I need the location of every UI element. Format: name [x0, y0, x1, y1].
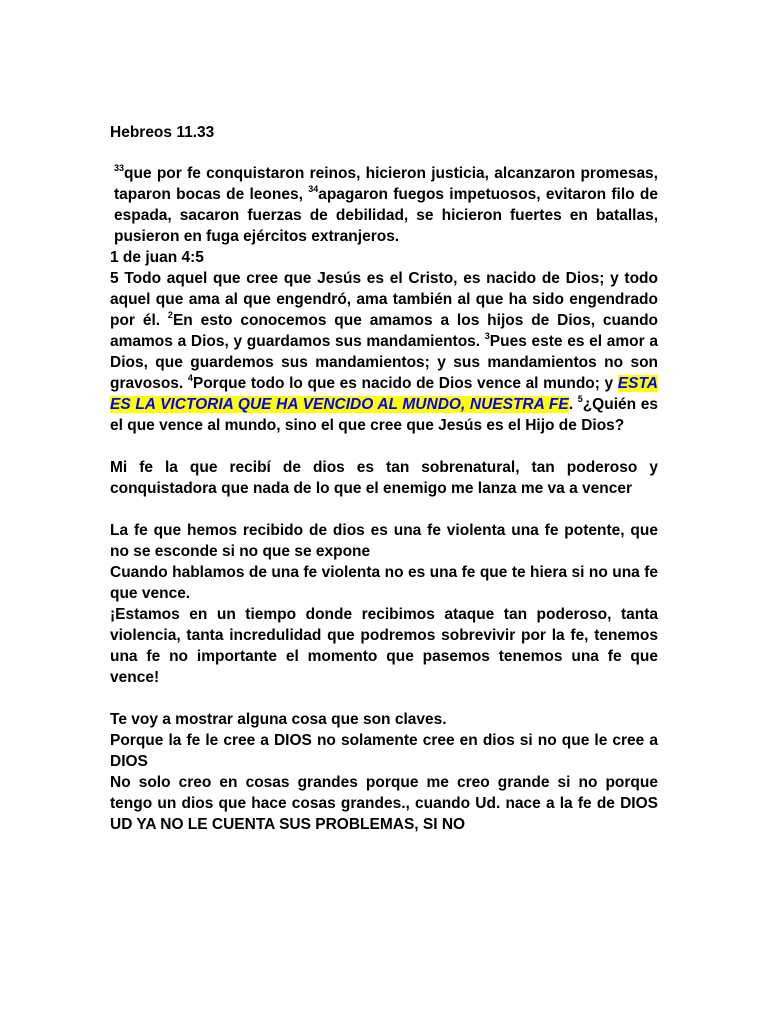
paragraph-gap — [110, 499, 658, 520]
paragraph-believe-god: Porque la fe le cree a DIOS no solamente cree en dios si no que le cree a DIOS — [110, 732, 658, 770]
juan-verse-number-3: 3 — [484, 330, 490, 341]
verse-number-34: 34 — [308, 183, 319, 194]
paragraph-faith-that-wins: Cuando hablamos de una fe violenta no es una fe que te hiera si no una fe que vence. — [110, 564, 658, 602]
paragraph-faith-supernatural: Mi fe la que recibí de dios es tan sobrenatural, tan poderoso y conquistadora que nada de lo que el enemigo me lanza me va a vencer — [110, 459, 658, 497]
juan-verse-number-4: 4 — [187, 372, 193, 383]
juan-verse-number-2: 2 — [167, 309, 173, 320]
paragraph-gap — [110, 688, 658, 709]
document-title: Hebreos 11.33 — [110, 124, 215, 141]
juan-reference: 1 de juan 4:5 — [110, 249, 204, 266]
juan-verse-4-text: Porque todo lo que es nacido de Dios vence al mundo; y — [192, 375, 614, 392]
juan-passage — [110, 268, 658, 436]
paragraph-keys: Te voy a mostrar alguna cosa que son claves. — [110, 711, 447, 728]
verse-34-text: apagaron fuegos impetuosos, evitaron filo de espada, sacaron fuerzas de debilidad, se hicieron fuertes en batallas, pusieron en fuga ejércitos extranjeros. — [114, 186, 658, 245]
juan-verse-5-text: ¿Quién es el que vence al mundo, sino el que cree que Jesús es el Hijo de Dios? — [110, 396, 659, 434]
paragraph-times-of-attack: ¡Estamos en un tiempo donde recibimos ataque tan poderoso, tanta violencia, tanta incredulidad que podremos sobrevivir por la fe, tenemos una fe no importante el momento que pasemos tenemos una fe que vence! — [110, 606, 658, 686]
paragraph-violent-faith: La fe que hemos recibido de dios es una fe violenta una fe potente, que no se esconde si no que se expone — [110, 522, 658, 560]
paragraph-great-things: No solo creo en cosas grandes porque me creo grande si no porque tengo un dios que hace cosas grandes., cuando Ud. nace a la fe de DIOS UD YA NO LE CUENTA SUS PROBLEMAS, SI NO — [110, 774, 658, 833]
juan-verse-4-end: . — [568, 396, 574, 413]
hebreos-passage — [110, 163, 658, 247]
juan-verse-3-text: Pues este es el amor a Dios, que guardemos sus mandamientos; y sus mandamientos no son gravosos. — [110, 333, 658, 392]
juan-verse-number-5: 5 — [577, 393, 583, 404]
juan-verse-5a: 5 Todo aquel que cree que Jesús es el Cristo, es nacido de Dios; y todo aquel que ama al que engendró, ama también al que ha sido engendrado por él. — [110, 270, 658, 329]
document-page — [110, 122, 658, 835]
verse-33-text: que por fe conquistaron reinos, hicieron justicia, alcanzaron promesas, taparon bocas de leones, — [114, 165, 658, 203]
verse-number-33: 33 — [114, 162, 125, 173]
juan-verse-2-text: En esto conocemos que amamos a los hijos de Dios, cuando amamos a Dios, y guardamos sus mandamientos. — [110, 312, 658, 350]
paragraph-gap — [110, 436, 658, 457]
victory-highlight: ESTA ES LA VICTORIA QUE HA VENCIDO AL MUNDO, NUESTRA FE — [110, 375, 658, 413]
